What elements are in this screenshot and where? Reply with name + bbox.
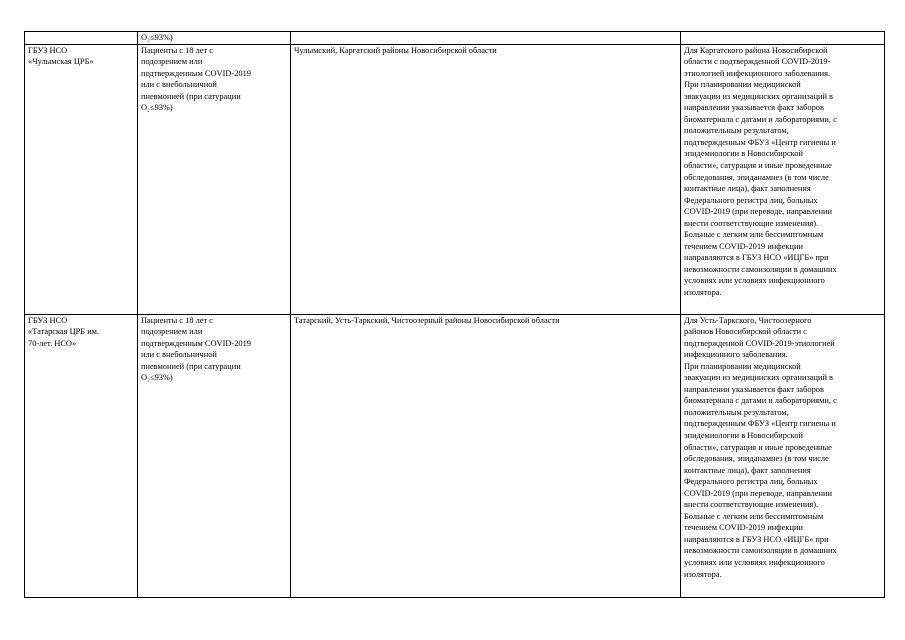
table-cell-patients: O₂≤93%) xyxy=(138,32,291,45)
table-cell-districts xyxy=(291,32,681,45)
table-cell-notes: Для Усть-Таркского, Чистоозерного районов Новосибирской области с подтвержденной COVID-2019-этиологией инфекционного заболевания. При планировании медицинской эвакуации из медицинских организаций в направлении указывается факт заборов биоматериала с датами и лабораториями, с положительным результатом, подтвержденным ФБУЗ «Центр гигиены и эпидемиологии в Новосибирской области», сатурация и иные проведенные обследования, эпиданамнез (в том числе контактные лица), факт заполнения Федерального регистра лиц, больных COVID-2019 (при переводе, направлении внести соответствующие изменения). Больные с легким или бессимптомным течением COVID-2019 инфекции направляются в ГБУЗ НСО «ИЦГБ» при невозможности самоизоляции в домашних условиях или условиях инфекционного изолятора. xyxy=(681,314,885,597)
table-cell-districts: Татарский, Усть-Таркский, Чистоозерный районы Новосибирской области xyxy=(291,314,681,597)
table-cell-institution: ГБУЗ НСО «Чулымская ЦРБ» xyxy=(25,44,138,314)
table-cell-institution: ГБУЗ НСО «Татарская ЦРБ им. 70-лет. НСО» xyxy=(25,314,138,597)
table-cell-patients: Пациенты с 18 лет с подозрением или подтвержденным COVID-2019 или с внебольничной пневмонией (при сатурации O₂≤93%) xyxy=(138,44,291,314)
table-cell-districts: Чулымский, Каргатский районы Новосибирской области xyxy=(291,44,681,314)
table-cell-notes xyxy=(681,32,885,45)
hospital-routing-table xyxy=(24,31,885,598)
table-row-continued xyxy=(25,32,885,45)
table-cell-notes: Для Каргатского района Новосибирской области с подтвержденной COVID-2019- этиологией инфекционного заболевания. При планировании медицинской эвакуации из медицинских организаций в направлении указывается факт заборов биоматериала с датами и лабораториями, с положительным результатом, подтвержденным ФБУЗ «Центр гигиены и эпидемиологии в Новосибирской области», сатурация и иные проведенные обследования, эпиданамнез (в том числе контактные лица), факт заполнения Федерального регистра лиц, больных COVID-2019 (при переводе, направлении внести соответствующие изменения). Больные с легким или бессимптомным течением COVID-2019 инфекции направляются в ГБУЗ НСО «ИЦГБ» при невозможности самоизоляции в домашних условиях или условиях инфекционного изолятора. xyxy=(681,44,885,314)
table-row xyxy=(25,44,885,314)
table-cell-institution xyxy=(25,32,138,45)
table-cell-patients: Пациенты с 18 лет с подозрением или подтвержденным COVID-2019 или с внебольничной пневмонией (при сатурации O₂≤93%) xyxy=(138,314,291,597)
table-row xyxy=(25,314,885,597)
